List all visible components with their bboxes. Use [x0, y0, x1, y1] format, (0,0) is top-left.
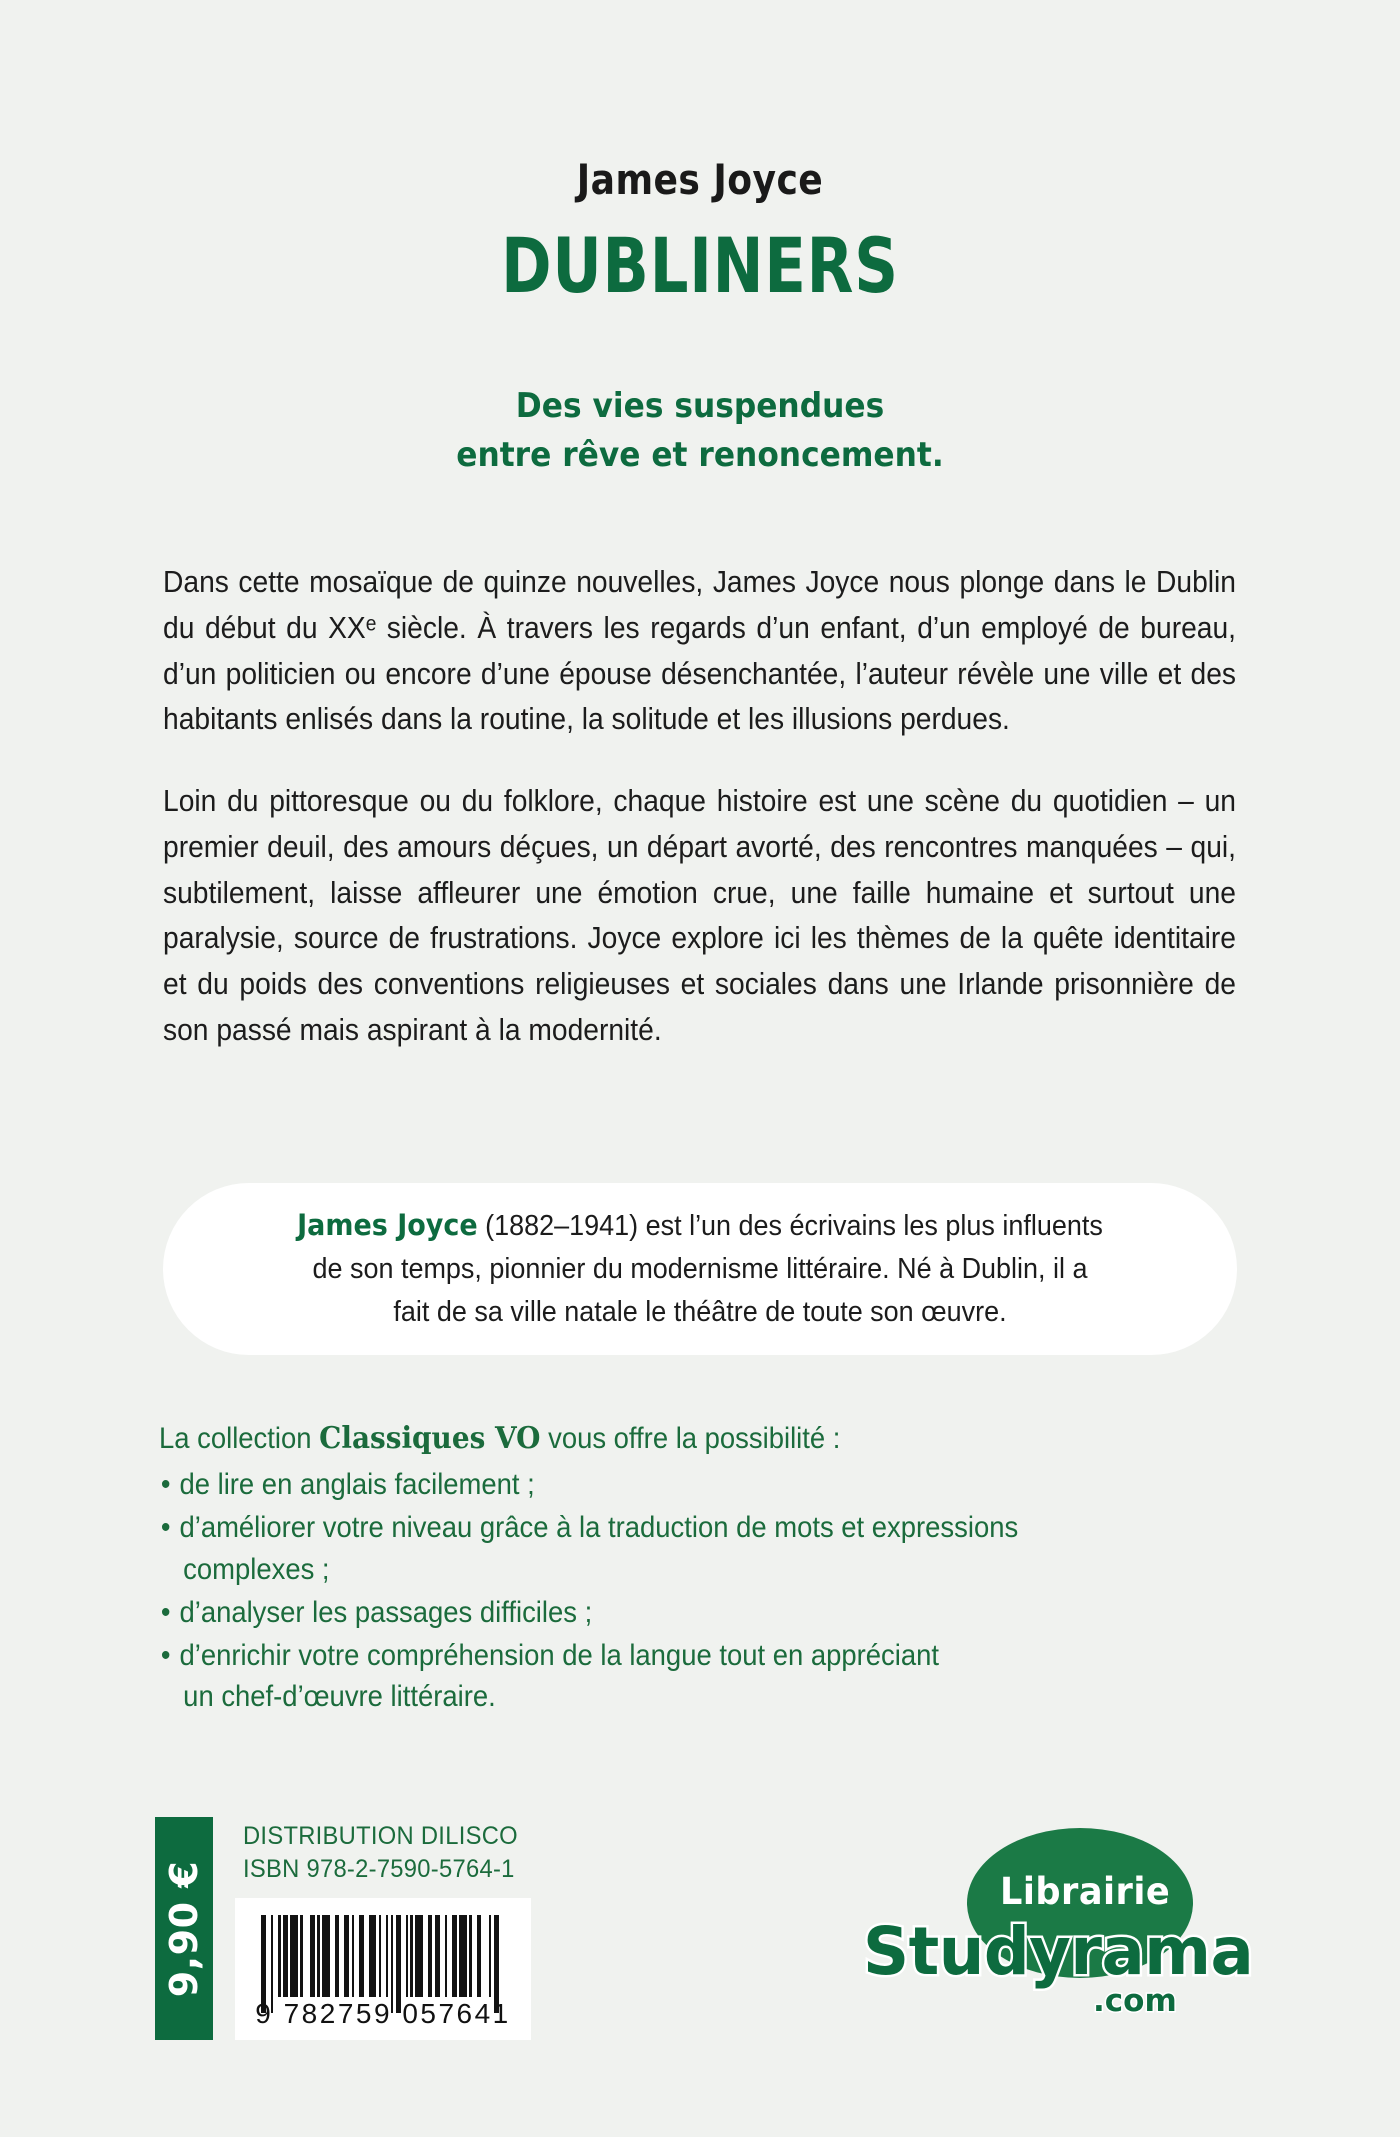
barcode-bars: [261, 1915, 509, 1997]
list-item-text: de lire en anglais facilement ;: [179, 1468, 535, 1501]
collection-intro-after: vous offre la possibilité :: [540, 1422, 841, 1455]
logo-librairie-text: Librairie: [1000, 1870, 1171, 1913]
author-name: James Joyce: [576, 155, 824, 204]
isbn-label: ISBN 978-2-7590-5764-1: [243, 1855, 515, 1883]
list-item: [159, 1592, 1173, 1633]
barcode-digits: 9 782759 057641: [255, 1998, 511, 2029]
tagline-line-1: Des vies suspendues: [515, 386, 885, 426]
tagline: [199, 382, 1202, 480]
collection-benefits-list: [159, 1464, 1173, 1718]
author-bio-name: James Joyce: [297, 1208, 478, 1243]
list-item: [159, 1507, 1173, 1590]
distribution-label: DISTRIBUTION DILISCO: [243, 1822, 518, 1850]
synopsis: [163, 560, 1237, 1054]
publisher-logo: [860, 1818, 1254, 2043]
author-bio-box: [163, 1183, 1237, 1355]
synopsis-paragraph: Loin du pittoresque ou du folklore, chaque histoire est une scène du quotidien – un premier deuil, des amours déçues, un départ avorté, des rencontres manquées – qui, subtilement, laisse affleurer une émotion crue, une faille humaine et surtout une paralysie, source de frustrations. Joyce explore ici les thèmes de la quête identitaire et du poids des conventions religieuses et sociales dans une Irlande prisonnière de son passé mais aspirant à la modernité.: [163, 784, 1236, 1047]
logo-studyrama-text: Studyrama: [863, 1913, 1254, 1990]
list-item-text: d’enrichir votre compréhension de la langue tout en appréciant: [179, 1639, 939, 1673]
cover-content: [155, 0, 1254, 2137]
author-bio-body: (1882–1941) est l’un des écrivains les plus influents de son temps, pionnier du modernisme littéraire. Né à Dublin, il a fait de sa ville natale le théâtre de toute son œuvre.: [312, 1210, 1103, 1328]
list-item-continuation: complexes ;: [183, 1552, 330, 1586]
cover-footer: [155, 1800, 1254, 2060]
bullet-icon: •: [160, 1595, 171, 1629]
author-bio-text: [291, 1204, 1109, 1334]
list-item-continuation: un chef-d’œuvre littéraire.: [183, 1680, 496, 1714]
list-item: [159, 1635, 1173, 1718]
collection-brand: Classiques VO: [319, 1421, 541, 1456]
list-item-text: d’analyser les passages difficiles ;: [179, 1595, 593, 1629]
logo-com-text: .com: [1093, 1983, 1177, 2019]
collection-intro-before: La collection: [159, 1422, 320, 1455]
tagline-line-2: entre rêve et renoncement.: [456, 434, 944, 475]
synopsis-paragraph: Dans cette mosaïque de quinze nouvelles, James Joyce nous plonge dans le Dublin du début du XXᵉ siècle. À travers les regards d’un enfant, d’un employé de bureau, d’un politicien ou encore d’une épouse désenchantée, l’auteur révèle une ville et des habitants enlisés dans la routine, la solitude et les illusions perdues.: [163, 565, 1236, 737]
collection-block: [159, 1418, 1173, 1720]
list-item-text: d’améliorer votre niveau grâce à la traduction de mots et expressions: [179, 1511, 1019, 1545]
bullet-icon: •: [160, 1511, 171, 1545]
bullet-icon: •: [160, 1468, 171, 1501]
price-badge: [155, 1817, 213, 2040]
book-title: DUBLINERS: [501, 221, 899, 310]
price-value: 9,90 €: [162, 1860, 206, 1997]
barcode: [235, 1898, 531, 2040]
bullet-icon: •: [160, 1639, 171, 1673]
list-item: [159, 1464, 1173, 1505]
collection-intro: [159, 1418, 1173, 1460]
